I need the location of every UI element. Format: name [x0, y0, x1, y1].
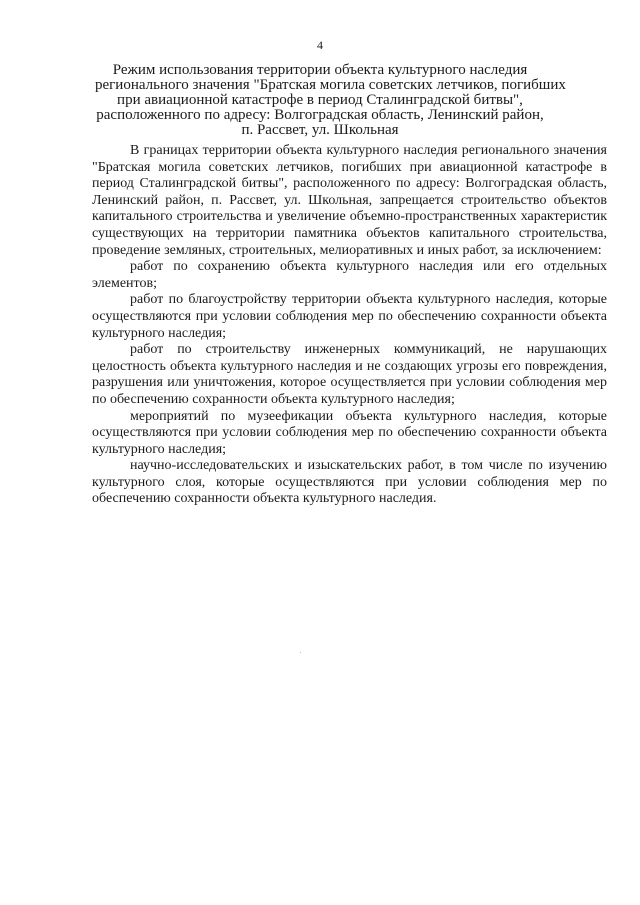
title-line: п. Рассвет, ул. Школьная — [241, 122, 399, 138]
paragraph-exception: работ по строительству инженерных коммуникаций, не нарушающих целостность объекта культурного наследия и не создающих угрозы его повреждения, разрушения или уничтожения, которое осуществляется при условии соблюдения мер по обеспечению сохранности объекта культурного наследия; — [92, 342, 607, 407]
paragraph-exception: работ по сохранению объекта культурного наследия или его отдельных элементов; — [92, 259, 607, 291]
document-title — [95, 62, 566, 138]
title-line: расположенного по адресу: Волгоградская область, Ленинский район, — [96, 107, 544, 123]
paragraph-intro: В границах территории объекта культурного наследия регионального значения "Братская могила советских летчиков, погибших при авиационной катастрофе в период Сталинградской битвы", расположенного по адресу: Волгоградская область, Ленинский район, п. Рассвет, ул. Школьная, запрещается строительство объектов капитального строительства и увеличение объемно-пространственных характеристик существующих на территории памятника объектов капитального строительства, проведение земляных, строительных, мелиоративных и иных работ, за исключением: — [92, 143, 607, 258]
document-body — [92, 143, 607, 508]
title-line: при авиационной катастрофе в период Сталинградской битвы", — [117, 92, 523, 108]
paragraph-exception: работ по благоустройству территории объекта культурного наследия, которые осуществляются при условии соблюдения мер по обеспечению сохранности объекта культурного наследия; — [92, 292, 607, 341]
title-line: Режим использования территории объекта культурного наследия — [112, 62, 528, 78]
paragraph-exception: мероприятий по музеефикации объекта культурного наследия, которые осуществляются при условии соблюдения мер по обеспечению сохранности объекта культурного наследия; — [92, 408, 607, 457]
paragraph-exception: научно-исследовательских и изыскательских работ, в том числе по изучению культурного слоя, которые осуществляются при условии соблюдения мер по обеспечению сохранности объекта культурного наследия. — [92, 458, 607, 507]
title-line: регионального значения "Братская могила советских летчиков, погибших — [95, 77, 566, 93]
scan-speck — [300, 652, 301, 653]
page-number: 4 — [317, 38, 323, 52]
